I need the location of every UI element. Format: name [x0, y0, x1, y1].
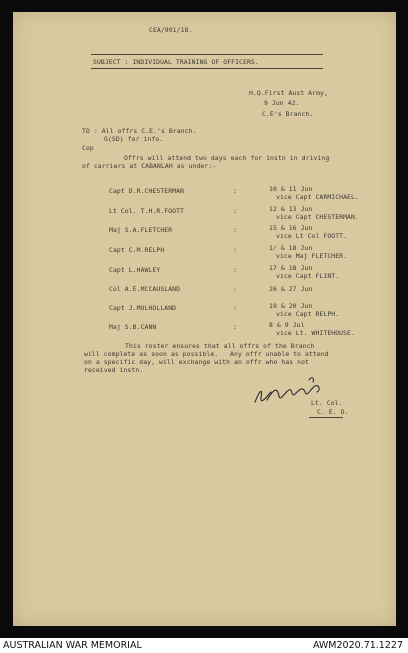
roster-dates: 26 & 27 Jun: [269, 285, 313, 293]
roster-colon: :: [233, 323, 237, 331]
roster-vice: vice Capt CHESTERMAN.: [276, 213, 359, 221]
roster-vice: vice Maj FLETCHER.: [276, 252, 348, 260]
archive-footer: [0, 638, 408, 653]
roster-dates: 12 & 13 Jun: [269, 205, 313, 213]
roster-name: Lt Col. T.H.R.FOOTT: [109, 207, 185, 215]
footer-institution: AUSTRALIAN WAR MEMORIAL: [3, 640, 142, 651]
document-page: [13, 12, 396, 626]
roster-vice: vice Capt CARMICHAEL.: [276, 193, 359, 201]
roster-vice: vice Capt FLINT.: [276, 272, 340, 280]
signature-title: C. E. O.: [317, 408, 349, 416]
roster-colon: :: [233, 304, 237, 312]
roster-name: Capt J.MULHOLLAND: [109, 304, 177, 312]
header-date: 9 Jun 42.: [264, 99, 300, 107]
roster-dates: 8 & 9 Jul: [269, 321, 305, 329]
roster-dates: 15 & 16 Jun: [269, 224, 313, 232]
intro-line-2: of carriers at CABANLAH as under:-: [82, 162, 217, 170]
roster-colon: :: [233, 226, 237, 234]
subject-line: SUBJECT : INDIVIDUAL TRAINING OF OFFICERS.: [93, 58, 259, 66]
roster-name: Capt L.HAWLEY: [109, 266, 161, 274]
roster-vice: vice Lt Col FOOTT.: [276, 232, 348, 240]
roster-colon: :: [233, 246, 237, 254]
to-line: TO : All offrs C.E.'s Branch.: [82, 127, 197, 135]
roster-colon: :: [233, 207, 237, 215]
subject-rule-bottom: [91, 68, 323, 69]
roster-dates: 17 & 18 Jun: [269, 264, 313, 272]
roster-dates: 19 & 20 Jun: [269, 302, 313, 310]
roster-name: Maj S.B.CANN: [109, 323, 157, 331]
roster-colon: :: [233, 266, 237, 274]
file-reference: CEA/991/18.: [149, 26, 193, 34]
closing-line-3: on a specific day, will exchange with an offr who has not: [84, 358, 310, 366]
roster-name: Capt D.R.CHESTERMAN: [109, 187, 185, 195]
subject-rule-top: [91, 54, 323, 55]
closing-line-4: received instn.: [84, 366, 144, 374]
info-line: G(SD) for info.: [104, 135, 164, 143]
closing-line-2: will complete as soon as possible. Any offr unable to attend: [84, 350, 329, 358]
roster-name: Col A.E.MCCAUSLAND: [109, 285, 181, 293]
header-branch: C.E's Branch.: [262, 110, 314, 118]
footer-accession-number: AWM2020.71.1227: [312, 640, 403, 651]
signature-rule: [309, 417, 343, 418]
roster-name: Maj S.A.FLETCHER: [109, 226, 173, 234]
header-unit: H.Q.First Aust Army,: [249, 89, 328, 97]
roster-name: Capt C.M.RELPH: [109, 246, 165, 254]
closing-line-1: This roster ensures that all offrs of the Branch: [125, 342, 315, 350]
roster-colon: :: [233, 187, 237, 195]
roster-vice: vice Lt. WHITEHOUSE.: [276, 329, 355, 337]
copy-label: Cop: [82, 144, 94, 152]
roster-dates: 10 & 11 Jun: [269, 185, 313, 193]
signature-rank: Lt. Col.: [311, 399, 343, 407]
roster-dates: 1̸ & 18 Jun: [269, 244, 313, 252]
roster-vice: vice Capt RELPH.: [276, 310, 340, 318]
intro-line-1: Offrs will attend two days each for instn in driving: [124, 154, 330, 162]
roster-colon: :: [233, 285, 237, 293]
